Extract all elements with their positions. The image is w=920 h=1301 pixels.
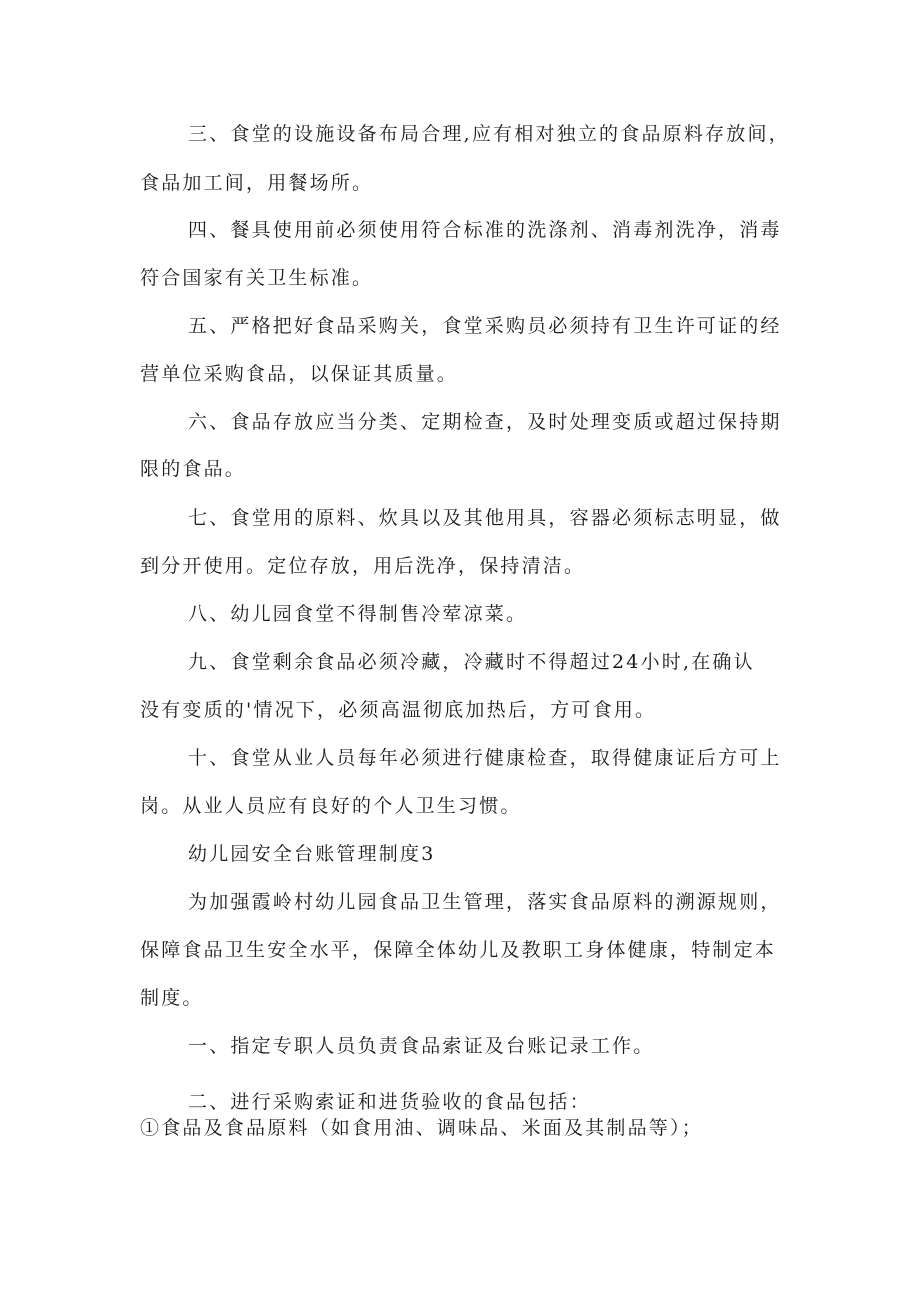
paragraph-line: 五、严格把好食品采购关，食堂采购员必须持有卫生许可证的经 bbox=[188, 315, 782, 337]
paragraph-line: 七、食堂用的原料、炊具以及其他用具，容器必须标志明显，做 bbox=[188, 507, 782, 529]
paragraph-line: 符合国家有关卫生标准。 bbox=[140, 267, 374, 289]
paragraph-line: 食品加工间，用餐场所。 bbox=[140, 172, 374, 194]
paragraph-line: 没有变质的'情况下，必须高温彻底加热后，方可食用。 bbox=[140, 699, 657, 721]
paragraph-line: 九、食堂剩余食品必须冷藏，冷藏时不得超过24小时,在确认 bbox=[188, 651, 755, 673]
paragraph-line: 岗。从业人员应有良好的个人卫生习惯。 bbox=[140, 795, 522, 817]
paragraph-line: 营单位采购食品，以保证其质量。 bbox=[140, 363, 459, 385]
paragraph-line: 三、食堂的设施设备布局合理,应有相对独立的食品原料存放间， bbox=[188, 123, 790, 145]
paragraph-line: 限的食品。 bbox=[140, 458, 247, 480]
paragraph-line: 制度。 bbox=[140, 987, 204, 1009]
paragraph-line: 到分开使用。定位存放，用后洗净，保持清洁。 bbox=[140, 555, 586, 577]
paragraph-line: 保障食品卫生安全水平，保障全体幼儿及教职工身体健康，特制定本 bbox=[140, 939, 777, 961]
paragraph-line: 八、幼儿园食堂不得制售冷荤凉菜。 bbox=[188, 603, 528, 625]
paragraph-line: 一、指定专职人员负责食品索证及台账记录工作。 bbox=[188, 1035, 655, 1057]
paragraph-line: 十、食堂从业人员每年必须进行健康检查，取得健康证后方可上 bbox=[188, 747, 782, 769]
section-heading: 幼儿园安全台账管理制度3 bbox=[188, 843, 436, 865]
paragraph-line: 为加强霞岭村幼儿园食品卫生管理，落实食品原料的溯源规则， bbox=[188, 891, 782, 913]
paragraph-line: 六、食品存放应当分类、定期检查，及时处理变质或超过保持期 bbox=[188, 411, 782, 433]
paragraph-line: ①食品及食品原料（如食用油、调味品、米面及其制品等）； bbox=[140, 1117, 703, 1139]
paragraph-line: 二、进行采购索证和进货验收的食品包括： bbox=[188, 1091, 591, 1113]
paragraph-line: 四、餐具使用前必须使用符合标准的洗涤剂、消毒剂洗净，消毒 bbox=[188, 219, 782, 241]
